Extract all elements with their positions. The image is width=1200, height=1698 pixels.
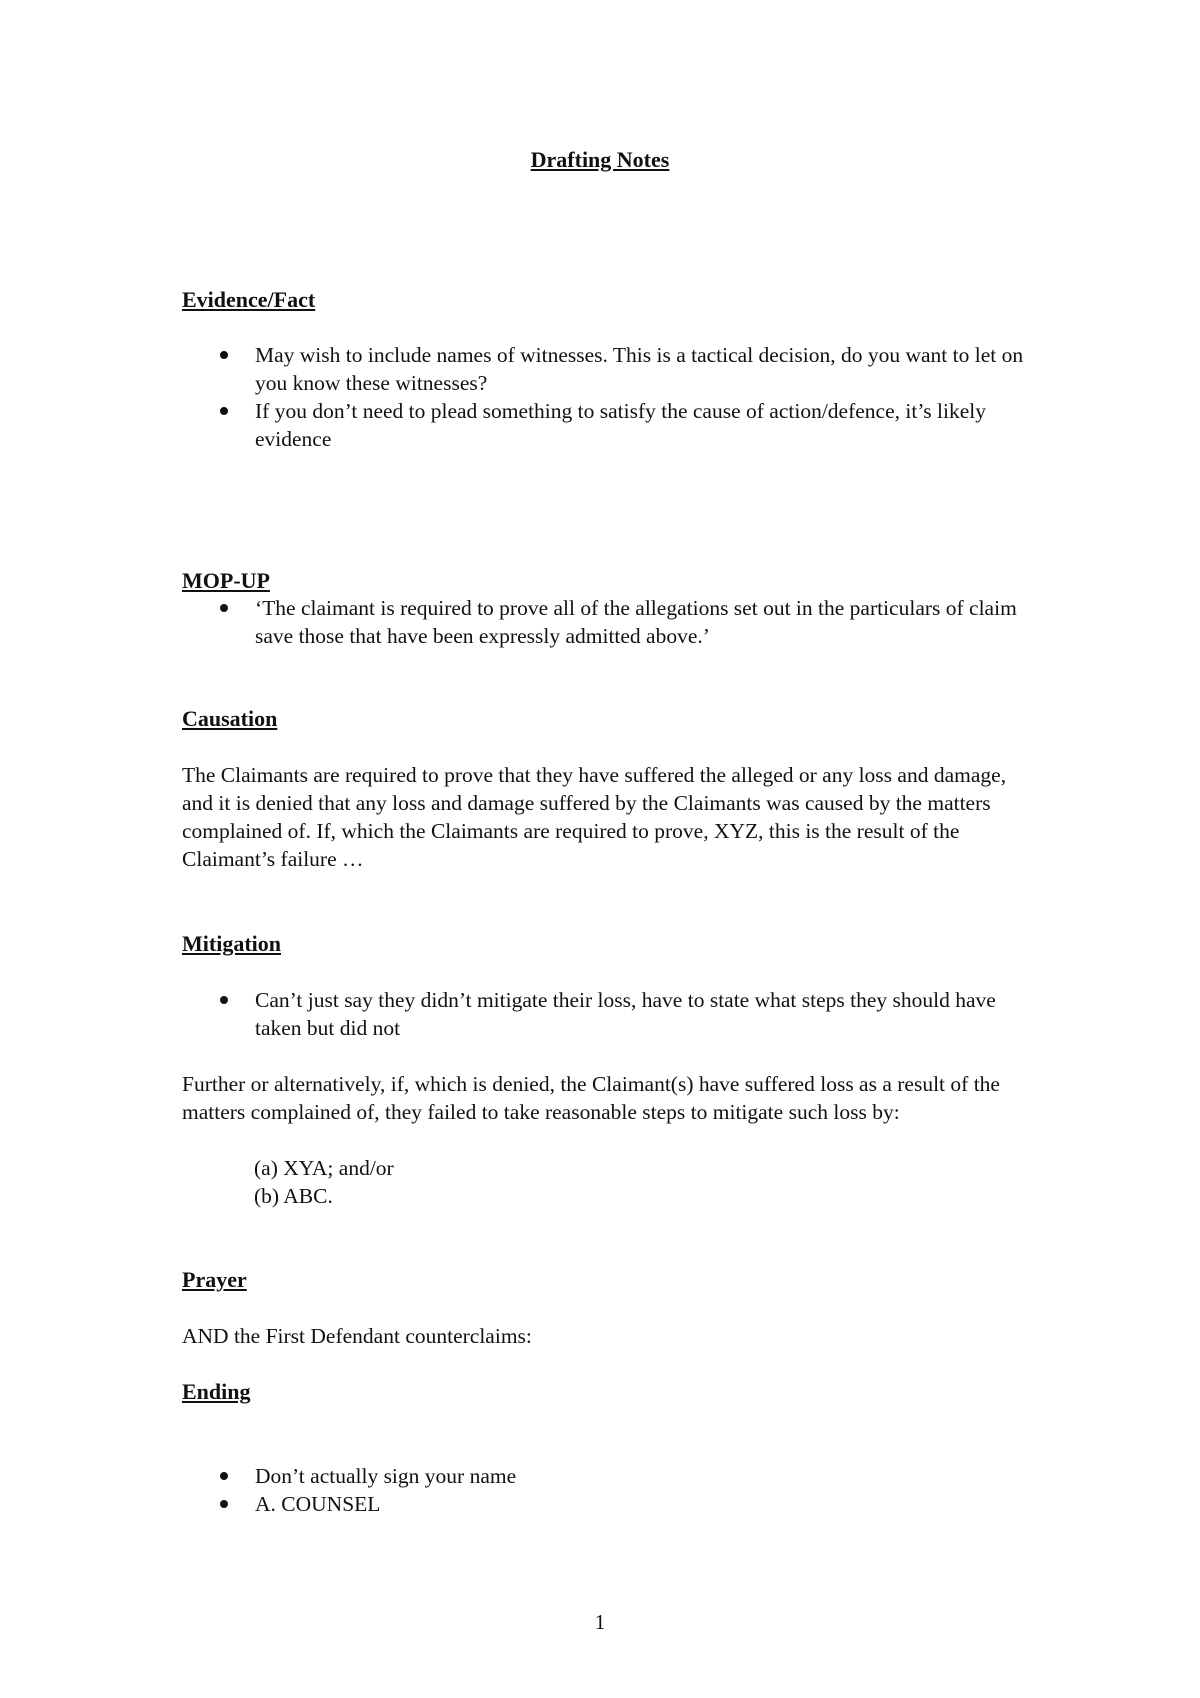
bullet-icon bbox=[220, 407, 228, 415]
list-item-text: Don’t actually sign your name bbox=[255, 1464, 517, 1488]
heading-ending: Ending bbox=[182, 1379, 251, 1404]
evidence-bullet-list bbox=[182, 341, 1042, 453]
list-item-text: ‘The claimant is required to prove all of the allegations set out in the particulars of claim save those that have been expressly admitted above.’ bbox=[255, 596, 1017, 648]
mopup-bullet-list bbox=[182, 594, 1042, 650]
mitigation-bullet-list bbox=[182, 986, 1042, 1042]
list-item bbox=[182, 986, 1042, 1042]
list-item bbox=[182, 594, 1042, 650]
heading-causation: Causation bbox=[182, 706, 278, 731]
heading-evidence-fact: Evidence/Fact bbox=[182, 287, 316, 312]
mitigation-paragraph: Further or alternatively, if, which is denied, the Claimant(s) have suffered loss as a result of the matters complained of, they failed to take reasonable steps to mitigate such loss by: bbox=[182, 1072, 1000, 1124]
document-title: Drafting Notes bbox=[530, 147, 670, 172]
mitigation-sub-item-a: (a) XYA; and/or bbox=[254, 1156, 394, 1180]
mitigation-sub-item-b: (b) ABC. bbox=[254, 1184, 333, 1208]
list-item-text: A. COUNSEL bbox=[255, 1492, 381, 1516]
bullet-icon bbox=[220, 1472, 228, 1480]
prayer-paragraph: AND the First Defendant counterclaims: bbox=[182, 1324, 532, 1348]
bullet-icon bbox=[220, 604, 228, 612]
list-item bbox=[182, 1462, 1042, 1490]
list-item bbox=[182, 1490, 1042, 1518]
bullet-icon bbox=[220, 351, 228, 359]
list-item-text: If you don’t need to plead something to satisfy the cause of action/defence, it’s likely evidence bbox=[255, 399, 986, 451]
heading-mop-up: MOP-UP bbox=[182, 568, 270, 593]
list-item bbox=[182, 341, 1042, 397]
list-item-text: May wish to include names of witnesses. This is a tactical decision, do you want to let on you know these witnesses? bbox=[255, 343, 1024, 395]
page-number: 1 bbox=[594, 1610, 606, 1634]
causation-paragraph: The Claimants are required to prove that they have suffered the alleged or any loss and damage, and it is denied that any loss and damage suffered by the Claimants was caused by the matters complained of. If, which the Claimants are required to prove, XYZ, this is the result of the Claimant’s failure … bbox=[182, 763, 1007, 871]
ending-bullet-list bbox=[182, 1462, 1042, 1518]
heading-prayer: Prayer bbox=[182, 1267, 247, 1292]
bullet-icon bbox=[220, 1500, 228, 1508]
list-item-text: Can’t just say they didn’t mitigate their loss, have to state what steps they should have taken but did not bbox=[255, 988, 996, 1040]
bullet-icon bbox=[220, 996, 228, 1004]
list-item bbox=[182, 397, 1042, 453]
heading-mitigation: Mitigation bbox=[182, 931, 281, 956]
